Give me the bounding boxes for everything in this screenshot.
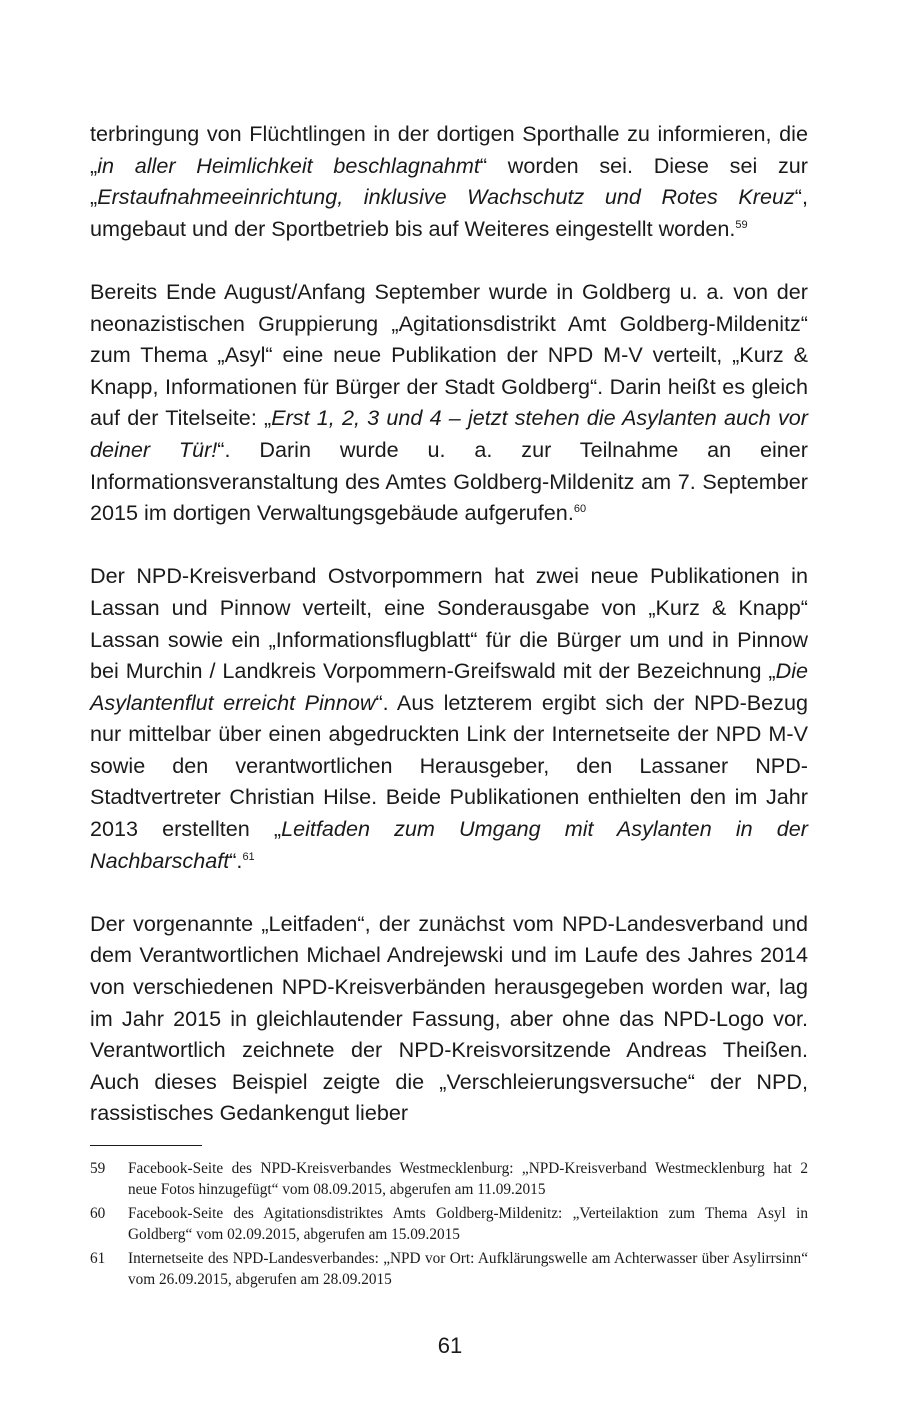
footnote-ref[interactable]: 59	[735, 218, 748, 231]
italic-quote: Erst 1, 2, 3 und 4 – jetzt stehen die Asylanten auch vor deiner Tür!	[90, 405, 809, 462]
paragraph	[90, 0, 808, 244]
footnote	[90, 1248, 808, 1290]
text-segment: Der NPD-Kreisverband Ostvorpommern hat zwei neue Publikationen in Lassan und Pinnow verteilt, eine Sonderausgabe von „Kurz & Knapp“ Lassan sowie ein „Informationsflugblatt“ für die Bürger um und in Pinnow bei Murchin / Landkreis Vorpommern-Greifswald mit der Bezeichnung „	[90, 563, 808, 684]
footnote-text: Internetseite des NPD-Landesverbandes: „NPD vor Ort: Aufklärungswelle am Achterwasser über Asylirrsinn“ vom 26.09.2015, abgerufen am 28.09.2015	[128, 1250, 808, 1288]
text-segment: “. Darin wurde u. a. zur Teilnahme an einer Informationsveranstaltung des Amtes Goldberg-Mildenitz am 7. September 2015 im dortigen Verwaltungsgebäude aufgerufen.	[90, 436, 808, 526]
italic-quote: Erstaufnahmeeinrichtung, inklusive Wachschutz und Rotes Kreuz	[97, 184, 795, 210]
paragraph	[90, 276, 808, 529]
text-segment: “, umgebaut und der Sportbetrieb bis auf Weiteres eingestellt worden.	[90, 184, 808, 241]
italic-quote: in aller Heimlichkeit beschlagnahmt	[97, 152, 480, 178]
paragraph	[90, 560, 808, 876]
footnote-number: 59	[90, 1160, 106, 1177]
paragraph	[90, 908, 808, 1129]
footnote-text: Facebook-Seite des NPD-Kreisverbandes Westmecklenburg: „NPD-Kreisverband Westmecklenburg hat 2 neue Fotos hinzugefügt“ vom 08.09.2015, abgerufen am 11.09.2015	[128, 1160, 808, 1198]
footnote-ref[interactable]: 61	[242, 850, 255, 863]
text-segment: Bereits Ende August/Anfang September wurde in Goldberg u. a. von der neonazistischen Gruppierung „Agitationsdistrikt Amt Goldberg-Mildenitz“ zum Thema „Asyl“ eine neue Publikation der NPD M-V verteilt, „Kurz & Knapp, Informationen für Bürger der Stadt Goldberg“. Darin heißt es gleich auf der Titelseite: „	[90, 278, 808, 431]
text-segment: “.	[229, 847, 243, 873]
text-segment: terbringung von Flüchtlingen in der dortigen Sporthalle zu informieren, die „	[90, 121, 808, 178]
body-text	[90, 0, 808, 1129]
page-number: 61	[437, 1333, 463, 1358]
footnotes	[90, 1158, 808, 1293]
italic-quote: Leitfaden zum Umgang mit Asylanten in der Nachbarschaft	[90, 816, 808, 873]
footnote-text: Facebook-Seite des Agitationsdistriktes Amts Goldberg-Mildenitz: „Verteilaktion zum Thema Asyl in Goldberg“ vom 02.09.2015, abgerufen am 15.09.2015	[128, 1205, 808, 1243]
text-segment: Der vorgenannte „Leitfaden“, der zunächst vom NPD-Landesverband und dem Verantwortlichen Michael Andrejewski und im Laufe des Jahres 2014 von verschiedenen NPD-Kreisverbänden herausgegeben worden war, lag im Jahr 2015 in gleichlautender Fassung, aber ohne das NPD-Logo vor. Verantwortlich zeichnete der NPD-Kreisvorsitzende Andreas Theißen. Auch dieses Beispiel zeigte die „Verschleierungsversuche“ der NPD, rassistisches Gedankengut lieber	[90, 910, 808, 1126]
italic-quote: Die Asylantenflut erreicht Pinnow	[90, 658, 808, 715]
footnote-divider	[90, 1145, 202, 1146]
text-segment: “. Aus letzterem ergibt sich der NPD-Bezug nur mittelbar über einen abgedruckten Link der Internetseite der NPD M-V sowie den verantwortlichen Herausgeber, den Lassaner NPD-Stadtvertreter Christian Hilse. Beide Publikationen enthielten den im Jahr 2013 erstellten „	[90, 689, 808, 842]
footnote	[90, 1158, 808, 1200]
footnote-number: 60	[90, 1205, 106, 1222]
footnote-ref[interactable]: 60	[573, 502, 587, 515]
footnote	[90, 1203, 808, 1245]
document-page	[90, 0, 808, 1161]
text-segment: “ worden sei. Diese sei zur „	[90, 152, 808, 210]
footnote-number: 61	[90, 1250, 106, 1267]
